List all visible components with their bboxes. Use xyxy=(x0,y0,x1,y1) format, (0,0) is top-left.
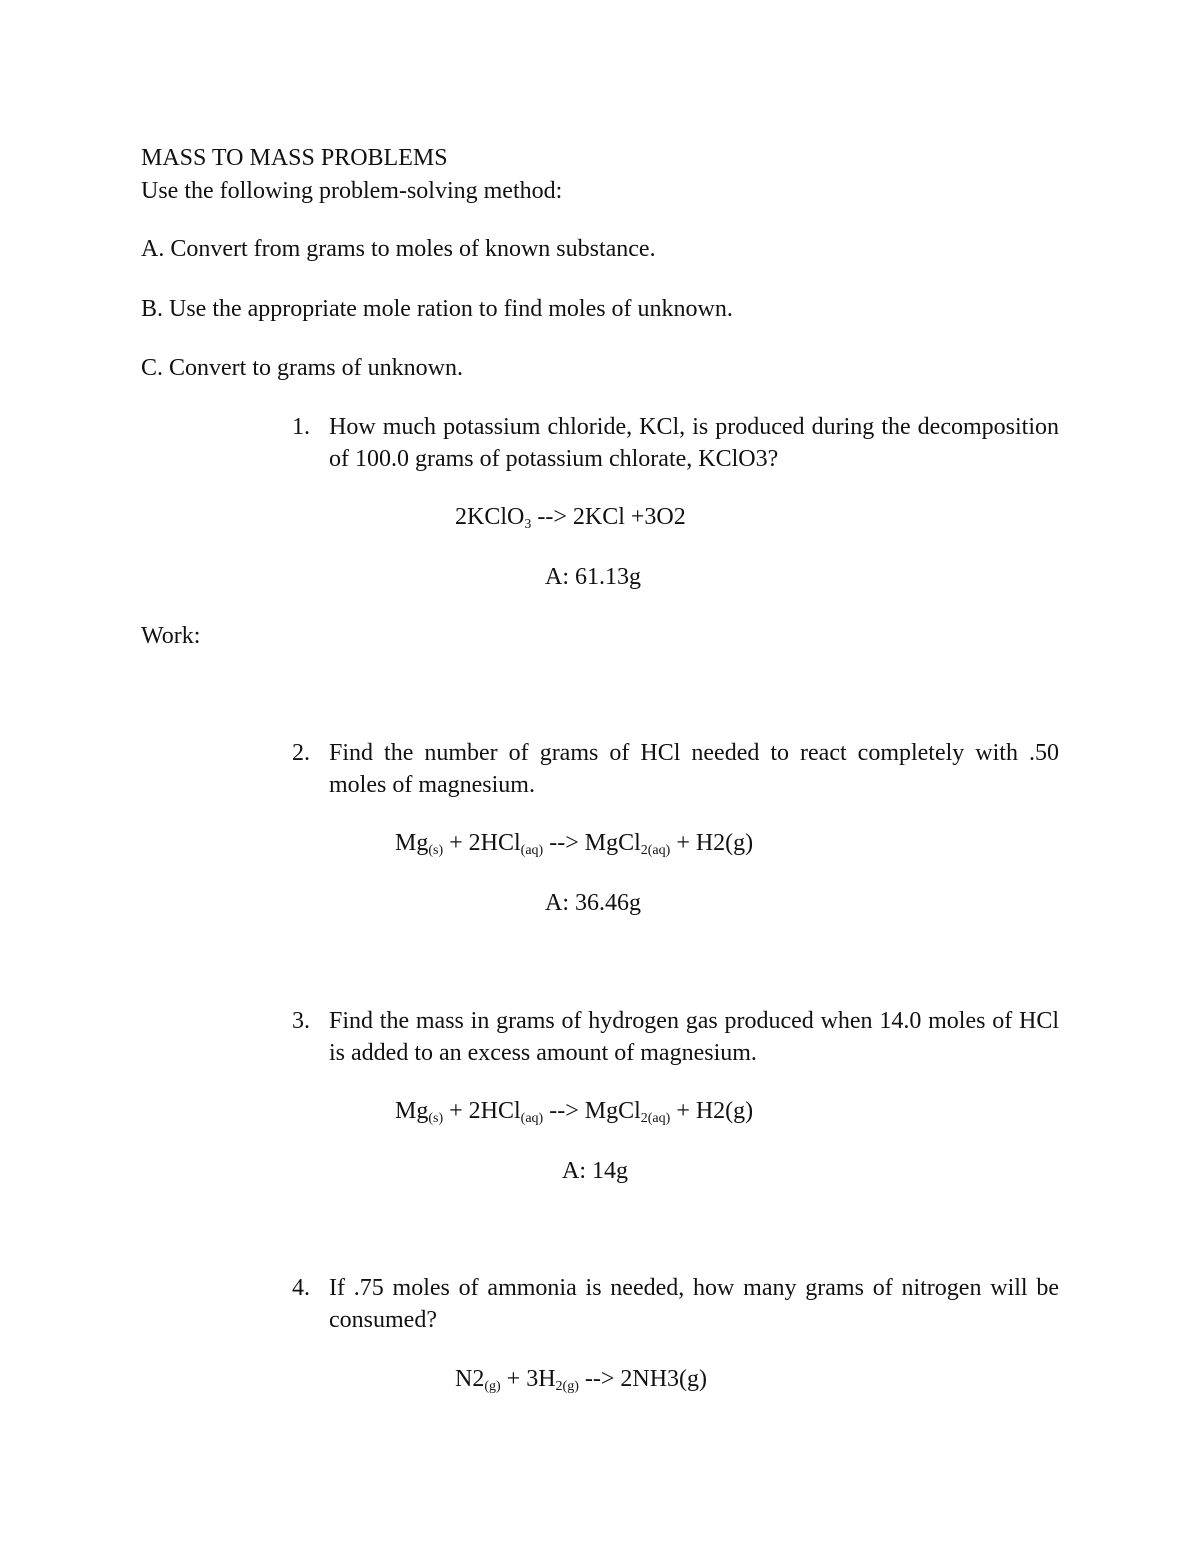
problem-1-answer: A: 61.13g xyxy=(545,564,641,590)
problem-4-equation xyxy=(455,1364,707,1394)
problem-1-number: 1. xyxy=(292,414,310,440)
page-title: MASS TO MASS PROBLEMS xyxy=(141,145,448,171)
equation-term: + H2(g) xyxy=(670,1098,754,1124)
problem-3-text: Find the mass in grams of hydrogen gas produced when 14.0 moles of HCl is added to an excess amount of magnesium. xyxy=(329,1008,1059,1066)
equation-term: + H2(g) xyxy=(670,830,754,856)
equation-term: --> MgCl xyxy=(543,1098,641,1124)
equation-term: Mg xyxy=(395,830,429,856)
problem-3-equation xyxy=(395,1096,753,1126)
equation-term: Mg xyxy=(395,1098,429,1124)
equation-subscript: 3 xyxy=(524,517,532,532)
equation-term: 2KClO xyxy=(455,504,525,530)
equation-term: --> MgCl xyxy=(543,830,641,856)
equation-term: + 2HCl xyxy=(443,1098,521,1124)
equation-subscript: (s) xyxy=(428,1111,444,1126)
problem-2-text: Find the number of grams of HCl needed to react completely with .50 moles of magnesium. xyxy=(329,740,1059,798)
equation-subscript: 2(g) xyxy=(555,1379,579,1394)
equation-subscript: (g) xyxy=(484,1379,501,1394)
equation-subscript: 2(aq) xyxy=(640,1111,671,1126)
problem-1-text: How much potassium chloride, KCl, is produced during the decomposition of 100.0 grams of potassium chlorate, KClO3? xyxy=(329,414,1059,472)
equation-term: --> 2KCl +3O2 xyxy=(531,504,686,530)
step-c: C. Convert to grams of unknown. xyxy=(141,355,463,381)
step-b: B. Use the appropriate mole ration to find moles of unknown. xyxy=(141,296,733,322)
equation-subscript: 2(aq) xyxy=(640,843,671,858)
work-label: Work: xyxy=(141,623,201,649)
equation-term: + 3H xyxy=(500,1366,556,1392)
equation-term: + 2HCl xyxy=(443,830,521,856)
equation-subscript: (aq) xyxy=(520,843,544,858)
equation-subscript: (aq) xyxy=(520,1111,544,1126)
problem-2-equation xyxy=(395,828,753,858)
equation-term: --> 2NH3(g) xyxy=(578,1366,708,1392)
problem-2-number: 2. xyxy=(292,740,310,766)
problem-4-text: If .75 moles of ammonia is needed, how many grams of nitrogen will be consumed? xyxy=(329,1275,1059,1333)
problem-4-number: 4. xyxy=(292,1275,310,1301)
step-a: A. Convert from grams to moles of known substance. xyxy=(141,236,656,262)
equation-subscript: (s) xyxy=(428,843,444,858)
problem-3-number: 3. xyxy=(292,1008,310,1034)
problem-1-equation xyxy=(455,502,686,532)
problem-3-answer: A: 14g xyxy=(562,1158,628,1184)
instruction-text: Use the following problem-solving method: xyxy=(141,178,563,204)
equation-term: N2 xyxy=(455,1366,485,1392)
problem-2-answer: A: 36.46g xyxy=(545,890,641,916)
